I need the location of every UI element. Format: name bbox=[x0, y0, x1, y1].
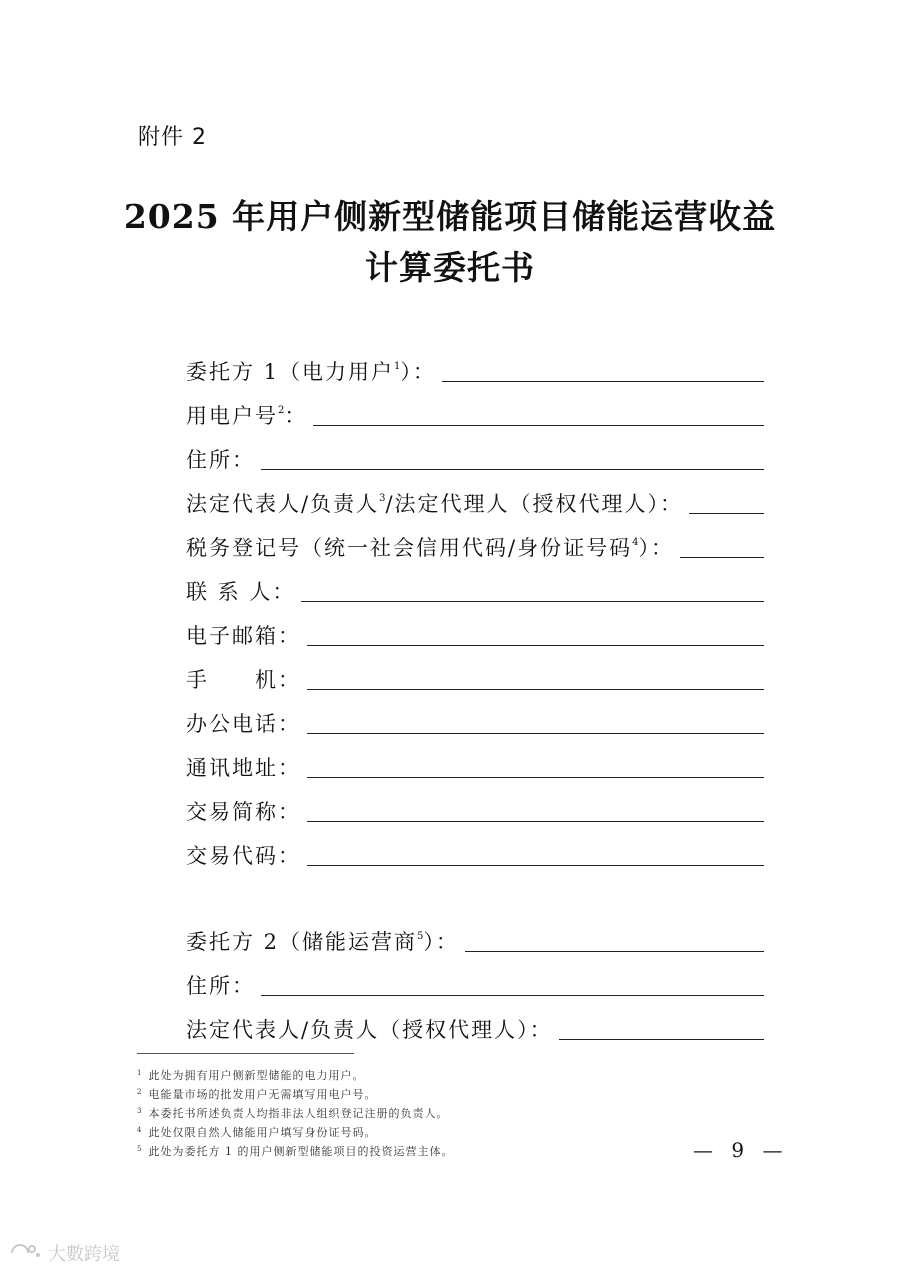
fill-in-line[interactable] bbox=[307, 865, 764, 866]
fill-in-line[interactable] bbox=[261, 995, 764, 996]
fill-in-line[interactable] bbox=[680, 557, 764, 558]
footnote-1: $^1$ 此处为拥有用户侧新型储能的电力用户。 bbox=[137, 1069, 365, 1082]
field-label: 电子邮箱： bbox=[186, 624, 301, 648]
field-trade-code bbox=[186, 836, 764, 870]
watermark bbox=[8, 1240, 120, 1266]
field-address bbox=[186, 440, 764, 474]
field-account-no bbox=[186, 396, 764, 430]
field-label: 住所： bbox=[186, 448, 255, 472]
field-label: 办公电话： bbox=[186, 712, 301, 736]
field-mobile bbox=[186, 660, 764, 694]
field-label: 法定代表人/负责人（授权代理人）： bbox=[186, 1018, 553, 1042]
page-number: — 9 — bbox=[693, 1138, 789, 1162]
field-label: 交易简称： bbox=[186, 800, 301, 824]
field-tax-id bbox=[186, 528, 764, 562]
footnote-2: $^2$ 电能量市场的批发用户无需填写用电户号。 bbox=[137, 1088, 377, 1101]
fill-in-line[interactable] bbox=[307, 777, 764, 778]
field-legal-rep-2 bbox=[186, 1010, 764, 1044]
fill-in-line[interactable] bbox=[442, 381, 764, 382]
fill-in-line[interactable] bbox=[307, 821, 764, 822]
footnote-divider bbox=[137, 1053, 354, 1054]
field-client1 bbox=[186, 352, 764, 386]
document-title-line1: 2025 年用户侧新型储能项目储能运营收益 bbox=[123, 197, 777, 236]
fill-in-line[interactable] bbox=[313, 425, 764, 426]
field-label: 用电户号$^2$： bbox=[186, 404, 308, 428]
fill-in-line[interactable] bbox=[689, 513, 764, 514]
field-contact bbox=[186, 572, 764, 606]
fill-in-line[interactable] bbox=[465, 951, 764, 952]
field-label: 交易代码： bbox=[186, 844, 301, 868]
field-address-2 bbox=[186, 966, 764, 1000]
watermark-logo-icon bbox=[8, 1241, 42, 1265]
field-office-phone bbox=[186, 704, 764, 738]
field-trade-abbr bbox=[186, 792, 764, 826]
field-label: 联 系 人： bbox=[186, 580, 296, 604]
field-label: 税务登记号（统一社会信用代码/身份证号码$^4$）： bbox=[186, 536, 674, 560]
fill-in-line[interactable] bbox=[307, 645, 764, 646]
footnote-5: $^5$ 此处为委托方 1 的用户侧新型储能项目的投资运营主体。 bbox=[137, 1145, 454, 1158]
fill-in-line[interactable] bbox=[307, 689, 764, 690]
field-mailing-address bbox=[186, 748, 764, 782]
attachment-label: 附件 2 bbox=[138, 125, 207, 150]
fill-in-line[interactable] bbox=[559, 1039, 764, 1040]
fill-in-line[interactable] bbox=[261, 469, 764, 470]
field-legal-rep bbox=[186, 484, 764, 518]
fill-in-line[interactable] bbox=[301, 601, 764, 602]
field-label: 委托方 1（电力用户$^1$）： bbox=[186, 360, 436, 384]
field-label: 通讯地址： bbox=[186, 756, 301, 780]
field-client2 bbox=[186, 922, 764, 956]
field-label: 手 机： bbox=[186, 668, 301, 692]
field-label: 法定代表人/负责人$^3$/法定代理人（授权代理人）： bbox=[186, 492, 684, 516]
field-label: 住所： bbox=[186, 974, 255, 998]
field-label: 委托方 2（储能运营商$^5$）： bbox=[186, 930, 459, 954]
footnote-3: $^3$ 本委托书所述负责人均指非法人组织登记注册的负责人。 bbox=[137, 1107, 449, 1120]
fill-in-line[interactable] bbox=[307, 733, 764, 734]
footnote-4: $^4$ 此处仅限自然人储能用户填写身份证号码。 bbox=[137, 1126, 377, 1139]
document-title-line2: 计算委托书 bbox=[365, 248, 535, 287]
field-email bbox=[186, 616, 764, 650]
watermark-text: 大數跨境 bbox=[48, 1244, 120, 1265]
